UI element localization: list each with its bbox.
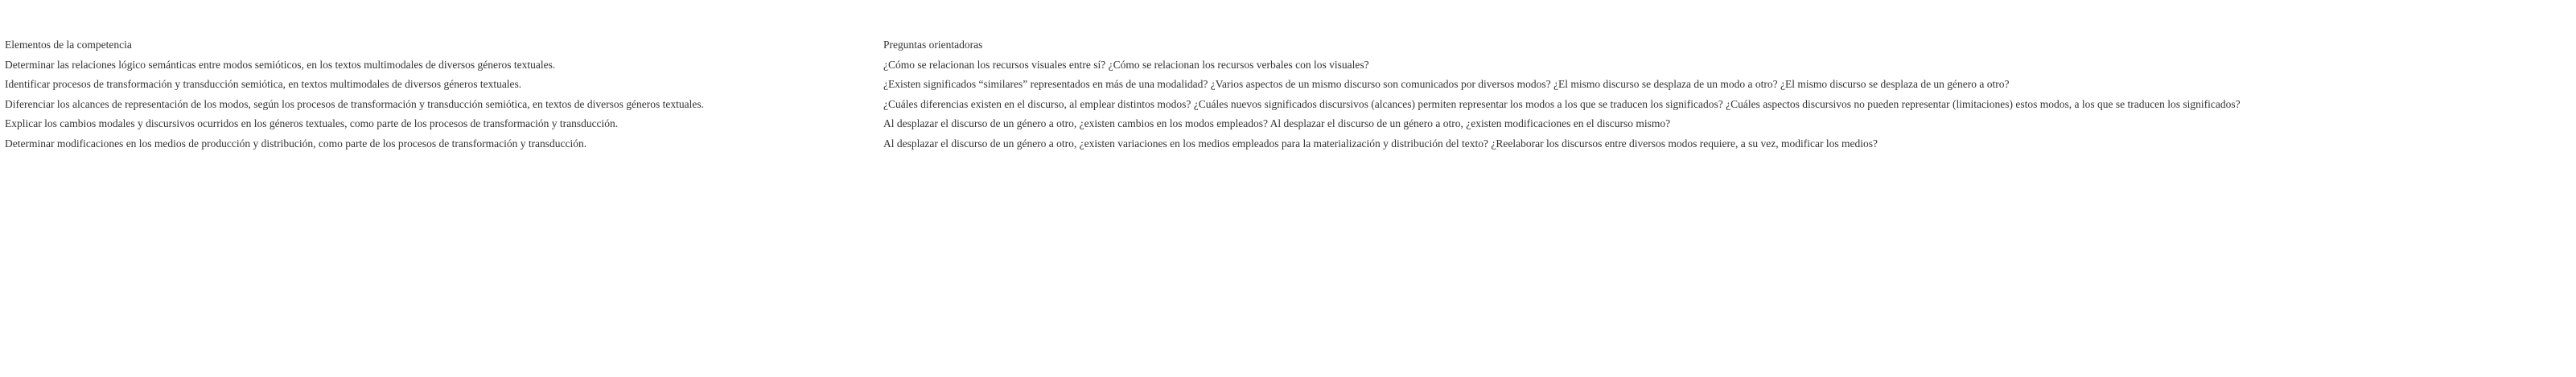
table-header (5, 35, 2576, 55)
competency-element-cell: Explicar los cambios modales y discursivos ocurridos en los géneros textuales, como parte de los procesos de transformación y transducción. (5, 117, 619, 129)
competency-element-cell: Identificar procesos de transformación y transducción semiótica, en textos multimodales de diversos géneros textuales. (5, 78, 522, 90)
guiding-questions-cell: ¿Cómo se relacionan los recursos visuales entre sí? ¿Cómo se relacionan los recursos verbales con los visuales? (883, 58, 1369, 71)
column-header-questions: Preguntas orientadoras (883, 39, 983, 51)
competency-element-cell: Diferenciar los alcances de representación de los modos, según los procesos de transformación y transducción semiótica, en textos de diversos géneros textuales. (5, 97, 704, 110)
table-row (5, 55, 2576, 76)
table-row (5, 114, 2576, 134)
table-row (5, 95, 2576, 115)
guiding-questions-cell: Al desplazar el discurso de un género a otro, ¿existen cambios en los modos empleados? Al desplazar el discurso de un género a otro, ¿existen modificaciones en el discurso mismo? (883, 117, 1671, 129)
guiding-questions-cell: ¿Existen significados “similares” representados en más de una modalidad? ¿Varios aspectos de un mismo discurso son comunicados por diversos modos? ¿El mismo discurso se desplaza de un modo a otro? ¿El mismo discurso se desplaza de un género a otro? (883, 78, 2010, 90)
competency-table (5, 35, 2576, 154)
header-row (5, 35, 2576, 55)
table-body (5, 55, 2576, 154)
column-header-elements: Elementos de la competencia (5, 39, 132, 51)
table-row (5, 134, 2576, 154)
guiding-questions-cell: Al desplazar el discurso de un género a otro, ¿existen variaciones en los medios empleados para la materialización y distribución del texto? ¿Reelaborar los discursos entre diversos modos requiere, a su vez, modificar los medios? (883, 137, 1878, 150)
competency-element-cell: Determinar las relaciones lógico semánticas entre modos semióticos, en los textos multimodales de diversos géneros textuales. (5, 58, 556, 71)
competency-element-cell: Determinar modificaciones en los medios de producción y distribución, como parte de los procesos de transformación y transducción. (5, 137, 587, 150)
table-row (5, 75, 2576, 95)
guiding-questions-cell: ¿Cuáles diferencias existen en el discurso, al emplear distintos modos? ¿Cuáles nuevos significados discursivos (alcances) permiten representar los modos a los que se traducen los significados? ¿Cuáles aspectos discursivos no pueden representar (limitaciones) estos modos, a los que se traducen los significados? (883, 97, 2241, 110)
